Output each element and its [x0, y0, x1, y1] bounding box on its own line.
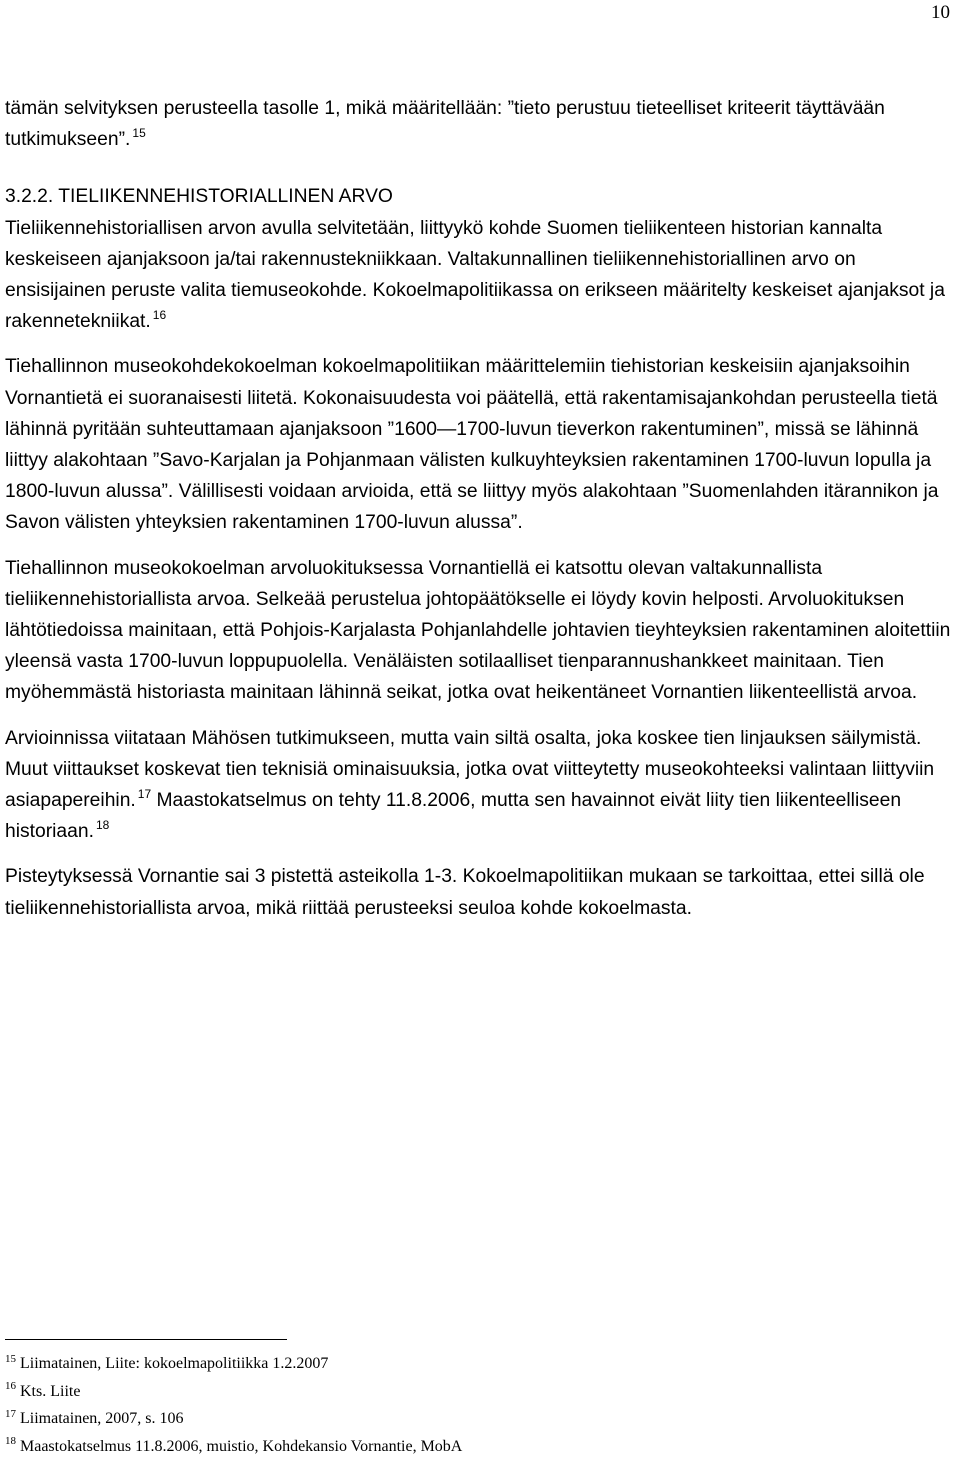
footnote-ref: 18: [96, 818, 109, 832]
page-number: 10: [931, 2, 950, 24]
paragraph-value-classification: [5, 553, 955, 709]
paragraph-road-traffic-history: [5, 181, 955, 337]
paragraph-scoring: [5, 861, 955, 923]
paragraph-text: Tiehallinnon museokokoelman arvoluokituksessa Vornantiellä ei katsottu olevan valtakunnallista tieliikennehistoriallista arvoa. Selkeää perustelua johtopäätökselle ei löydy kovin helposti. Arvoluokituksen lähtötiedoissa mainitaan, että Pohjois-Karjalasta Pohjanlahdelle johtavien tieyhteyksien rakentaminen aloitettiin yleensä vasta 1700-luvun loppupuolella. Venäläisten sotilaalliset tienparannushankkeet mainitaan. Tien myöhemmästä historiasta mainitaan lähinnä seikat, jotka ovat heikentäneet Vornantien liikenteellistä arvoa.: [5, 558, 950, 704]
footnote-text: Maastokatselmus 11.8.2006, muistio, Kohdekansio Vornantie, MobA: [20, 1438, 462, 1455]
paragraph-text: Tieliikennehistoriallisen arvon avulla selvitetään, liittyykö kohde Suomen tieliikenteen historian kannalta keskeiseen ajanjaksoon ja/tai rakennustekniikkaan. Valtakunnallinen tieliikennehistoriallinen arvo on ensisijainen peruste valita tiemuseokohde. Kokoelmapolitiikassa on erikseen määritelty keskeiset ajanjaksot ja rakennetekniikat.: [5, 218, 945, 333]
paragraph-intro: [5, 93, 955, 155]
footnote-ref: 16: [153, 308, 166, 322]
footnote-text: Liimatainen, 2007, s. 106: [20, 1410, 184, 1427]
paragraph-collection-policy: [5, 351, 955, 538]
footnote-text: Kts. Liite: [20, 1383, 80, 1400]
footnote-number: 16: [5, 1380, 16, 1392]
paragraph-text: Pisteytyksessä Vornantie sai 3 pistettä asteikolla 1-3. Kokoelmapolitiikan mukaan se tarkoittaa, ettei sillä ole tieliikennehistoriallista arvoa, mikä riittää perusteeksi seuloa kohde kokoelmasta.: [5, 866, 925, 918]
footnote-item: [5, 1433, 955, 1460]
footnote-separator: [5, 1339, 287, 1340]
paragraph-text: tämän selvityksen perusteella tasolle 1, mikä määritellään: ”tieto perustuu tieteelliset kriteerit täyttävään tutkimukseen”.: [5, 98, 885, 150]
footnote-ref: 15: [132, 126, 145, 140]
footnote-text: Liimatainen, Liite: kokoelmapolitiikka 1.2.2007: [20, 1355, 328, 1372]
footnote-number: 15: [5, 1353, 16, 1365]
footnote-ref: 17: [138, 787, 151, 801]
footnote-item: [5, 1350, 955, 1378]
section-heading: 3.2.2. TIELIIKENNEHISTORIALLINEN ARVO: [5, 181, 955, 212]
footnote-item: [5, 1405, 955, 1433]
paragraph-assessment-references: [5, 723, 955, 848]
footnotes: [5, 1350, 955, 1460]
paragraph-text: Arvioinnissa viitataan Mähösen tutkimukseen, mutta vain siltä osalta, joka koskee tien linjauksen säilymistä. Muut viittaukset koskevat tien teknisiä ominaisuuksia, jotka ovat viitteytetty museokohteeksi valintaan liittyviin asiapapereihin.: [5, 728, 934, 811]
footnote-number: 18: [5, 1435, 16, 1447]
body-text: [5, 93, 955, 924]
footnote-number: 17: [5, 1408, 16, 1420]
paragraph-text: Tiehallinnon museokohdekokoelman kokoelmapolitiikan määrittelemiin tiehistorian keskeisiin ajanjaksoihin Vornantietä ei suoranaisesti liitetä. Kokonaisuudesta voi päätellä, että rakentamisajankohdan perusteella tietä lähinnä pyritään suhteuttamaan ajanjaksoon ”1600—1700-luvun tieverkon rakentuminen”, missä se lähinnä liittyy alakohtaan ”Savo-Karjalan ja Pohjanmaan välisten kulkuyhteyksien rakentaminen 1700-luvun lopulla ja 1800-luvun alussa”. Välillisesti voidaan arvioida, että se liittyy myös alakohtaan ”Suomenlahden itärannikon ja Savon välisten yhteyksien rakentaminen 1700-luvun alussa”.: [5, 356, 939, 533]
footnote-item: [5, 1378, 955, 1406]
paragraph-text: Maastokatselmus on tehty 11.8.2006, mutta sen havainnot eivät liity tien liikenteelliseen historiaan.: [5, 790, 901, 842]
